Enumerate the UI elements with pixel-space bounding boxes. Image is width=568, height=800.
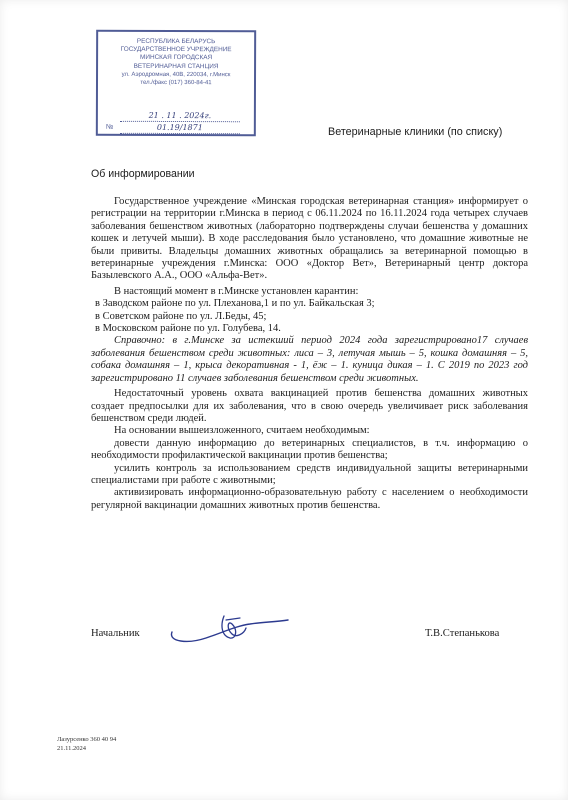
executor-date: 21.11.2024 [57, 744, 87, 752]
body-paragraph-quarantine-intro: В настоящий момент в г.Минске установлен карантин: [114, 285, 359, 297]
body-reference-note: Справочно: в г.Минске за истекший период 2024 года зарегистрировано17 случаев заболевания бешенством среди животных: лиса – 3, летучая мышь – 5, кошка домашняя – 5, собака домашняя – 1, крыса декоративная - 1, ёж – 1. куница дикая – 1. С 2019 по 2023 год зарегистрировано 11 случаев заболевания бешенством среди животных. [91, 335, 528, 384]
stamp-number: 01.19/1871 [120, 122, 240, 134]
quarantine-item: в Московском районе по ул. Голубева, 14. [95, 323, 281, 335]
stamp-handwritten-fields [106, 110, 248, 132]
body-action-item: довести данную информацию до ветеринарных специалистов, в т.ч. информацию о необходимости профилактической вакцинации против бешенства; [91, 437, 528, 462]
executor-info [57, 736, 116, 753]
stamp-phone: тел./факс (017) 360-84-41 [140, 79, 212, 87]
stamp-country: РЕСПУБЛИКА БЕЛАРУСЬ [136, 37, 216, 46]
stamp-institution-type: ГОСУДАРСТВЕННОЕ УЧРЕЖДЕНИЕ [120, 46, 232, 54]
registration-stamp [96, 30, 256, 137]
quarantine-item: в Заводском районе по ул. Плеханова,1 и по ул. Байкальская 3; [95, 298, 375, 310]
addressee: Ветеринарные клиники (по списку) [328, 126, 503, 138]
signatory-name: Т.В.Степанькова [425, 628, 500, 639]
stamp-address: ул. Аэродромная, 40В, 220034, г.Минск [121, 71, 231, 79]
body-paragraph-intro: Государственное учреждение «Минская городская ветеринарная станция» информирует о регистрации на территории г.Минска в период с 06.11.2024 по 16.11.2024 года четырех случаев заболевания бешенством животных (лабораторно подтверждены случаи бешенства у домашних кошек и летучей мыши). В ходе расследования было установлено, что домашние животные не были привиты. Владельцы домашних животных обращались за ветеринарной помощью в ветеринарные учреждения г.Минска: ООО «Доктор Вет», Ветеринарный центр доктора Базылевского А.А., ООО «Альфа-Вет». [91, 196, 528, 282]
body-action-item: усилить контроль за использованием средств индивидуальной защиты ветеринарными специалистами при работе с животными; [91, 462, 528, 486]
stamp-institution-name-1: МИНСКАЯ ГОРОДСКАЯ [140, 54, 213, 62]
executor-name-phone: Лазурсенко 360 40 94 [57, 736, 117, 743]
quarantine-item: в Советском районе по ул. Л.Беды, 45; [95, 310, 267, 322]
body-paragraph-conclusion: На основании вышеизложенного, считаем необходимым: [114, 425, 370, 437]
quarantine-list [91, 298, 528, 335]
stamp-number-label: № [105, 123, 114, 131]
body-paragraph-risk: Недостаточный уровень охвата вакцинацией против бешенства домашних животных создает предпосылки для их заболевания, что в свою очередь увеличивает риск заболевания бешенством среди людей. [91, 388, 528, 424]
letter-body [91, 196, 528, 512]
letter-subject: Об информировании [91, 168, 195, 180]
handwritten-signature [166, 608, 294, 648]
body-action-item: активизировать информационно-образовательную работу с населением о необходимости регулярной вакцинации домашних животных против бешенства. [91, 487, 528, 511]
stamp-date: 21 . 11 . 2024г. [120, 110, 240, 122]
signatory-title: Начальник [91, 628, 140, 639]
stamp-date-row [106, 110, 248, 121]
stamp-institution-name-2: ВЕТЕРИНАРНАЯ СТАНЦИЯ [133, 62, 219, 70]
stamp-number-row [106, 122, 248, 133]
